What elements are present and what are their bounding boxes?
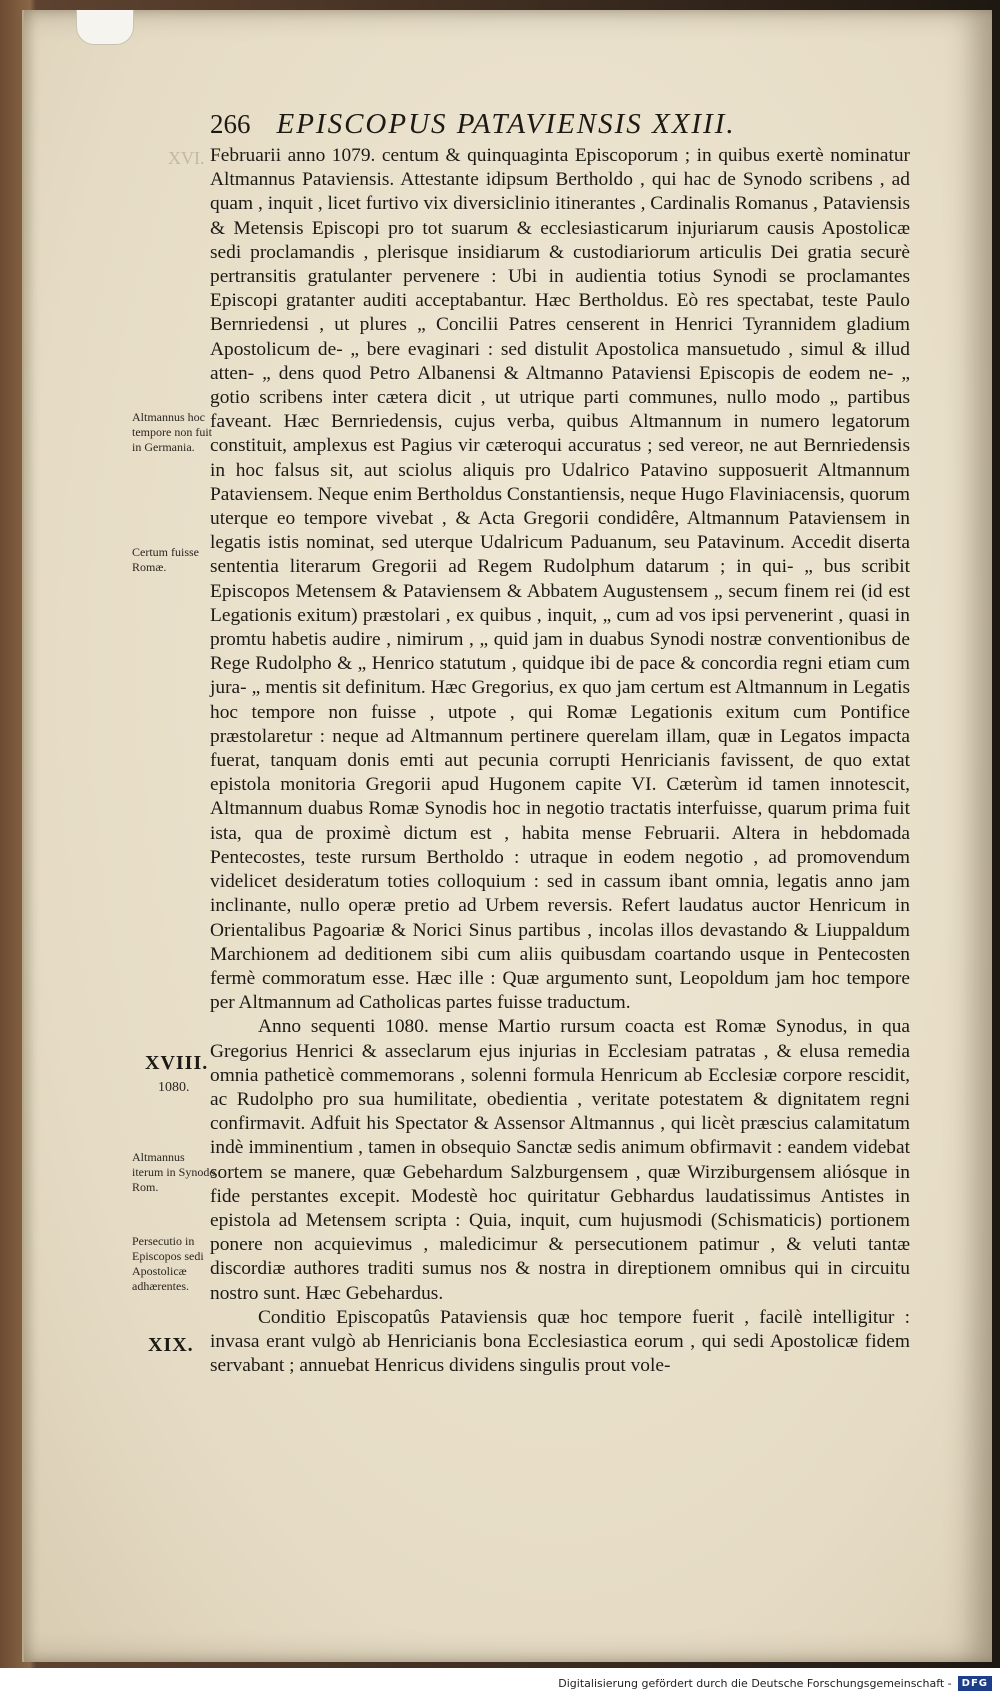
paragraph-1: Februarii anno 1079. centum & quinquaginta Episcoporum ; in quibus exertè nominatur Altmannus Pataviensis. Attestante idipsum Bertholdo , qui hac de Synodo scribens , ad quam , inquit , licet furtivo vix diversiclinio itinerantes , Cardinalis Romanus , Pataviensis & Metensis Episcopi pro tot suarum & ecclesiasticarum injuriarum causis Apostolicæ sedi proclamandis , plerisque insidiarum & custodiariorum articulis Dei gratia securè pertransitis gratulanter pervenere : Ubi in audientia totius Synodi se proclamantes Episcopi gratanter auditi acceptabantur. Hæc Bertholdus. Eò res spectabat, teste Paulo Bernriedensi , ut plures „ Concilii Patres censerent in Henrici Tyrannidem gladium Apostolicum de- „ bere evaginari : sed distulit Apostolica mansuetudo , simul & illud atten- „ dens quod Petro Albanensi & Altmanno Pataviensi Episcopis de eodem ne- „ gotio scribens inter cætera dicit , ut utrique parti communes, nullo modo „ partibus faveant. Hæc Bernriedensis, cujus verba, quibus Altmannum in numero legatorum constituit, amplexus est Pagius vir cæteroqui accuratus ; sed vereor, ne aut Bernriedensis in hoc falsus sit, aut sciolus aliquis pro Udalrico Patavino supposuerit Altmannum Pataviensem. Neque enim Bertholdus Constantiensis, neque Hugo Flaviniacensis, quorum uterque eo tempore vivebat , & Acta Gregorii condidêre, Altmannum Pataviensem in legatis istis nominat, sed uterque Udalricum Paduanum, seu Patavinum. Accedit diserta sententia literarum Gregorii ad Regem Rudolphum datarum ; in qui- „ bus scribit Episcopos Metensem & Pataviensem & Abbatem Augustensem „ secum finem rei (id est Legationis exitum) præstolari , ex quibus , inquit, „ cum ad vos ipsi pervenerint , quasi in promtu habetis audire , nimirum , „ quid jam in duabus Synodi nostræ conventionibus de Rege Rudolpho & „ Henrico statutum , quidque ibi de pace & concordia regni etiam cum jura- „ mentis sit definitum. Hæc Gregorius, ex quo jam certum est Altmannum in Legatis hoc tempore non fuisse , utpote , qui Romæ Legationis exitum cum Pontifice præstolaretur : neque ad Altmannum pertinere querelam illam, quæ in Legatos impacta fuerat, tanquam donis emti aut pecunia corrupti Henricianis favissent, de quo extat epistola monitoria Gregorii apud Hugonem capite VI. Cæterùm id tamen innotescit, Altmannum duabus Romæ Synodis hoc in negotio tractatis interfuisse, quarum prima fuit ista, qua de proximè dictum est , habita mense Februarii. Altera in hebdomada Pentecostes, teste rursum Bertholdo : utraque in eodem negotio , ad promovendum videlicet desideratum toties colloquium : sed in cassum ibant omnia, legatis anno jam inclinante, nullo operæ pretio ad Urbem reversis. Refert laudatus auctor Henricum in Orientalibus Pagoariæ & Norici Sinus partibus , incolas illos devastando & Liuppaldum Marchionem ad deditionem sibi cum aliis quibusdam coartando usque in Pentecosten fermè commoratum esse. Hæc ille : Quæ argumento sunt, Leopoldum jam hoc tempore per Altmannum ad Catholicas partes fuisse traductum. bbox=[210, 145, 910, 1014]
main-text bbox=[210, 144, 910, 1378]
page-header bbox=[210, 108, 900, 141]
running-title: EPISCOPUS PATAVIENSIS XXIII. bbox=[276, 108, 736, 140]
dfg-logo: DFG bbox=[958, 1676, 992, 1691]
digitization-footer bbox=[0, 1668, 1000, 1699]
margin-year-1080: 1080. bbox=[158, 1080, 190, 1095]
page-clip bbox=[76, 10, 134, 45]
margin-note-synod-rome: Altmannus iterum in Synodo Rom. bbox=[132, 1150, 216, 1194]
bleed-through-section-number: XVI. bbox=[168, 148, 205, 168]
paragraph-2: Anno sequenti 1080. mense Martio rursum coacta est Romæ Synodus, in qua Gregorius Henrici & asseclarum ejus injurias in Ecclesiam patratas , & elusa remedia omnia patheticè commemorans , solenni formula Henricum ab Ecclesiæ corpore rescidit, ac Rudolpho pro sua humilitate, obedientia , veritate potestatem & dignitatem regni confirmavit. Adfuit his Spectator & Assensor Altmannus , qui licèt præscius calamitatum indè imminentium , tamen in obsequio Sanctæ sedis animum obfirmavit : eandem videbat sortem se manere, quæ Gebehardum Salzburgensem , quæ Wirziburgensem aliósque in fide perstantes excepit. Modestè hoc quiritatur Gebhardus laudatissimus Antistes in epistola ad Metensem scripta : Quia, inquit, cum hujusmodi (Schismaticis) portionem ponere non acquievimus , maledicimur & persecutionem patimur , & veluti tantæ discordiæ authores traditi sumus nos & nostra in direptionem omnibus qui in circuitu nostro sunt. Hæc Gebehardus. bbox=[210, 1016, 910, 1304]
margin-note-certain-rome: Certum fuisse Romæ. bbox=[132, 545, 199, 574]
margin-note-persecution: Persecutio in Episcopos sedi Apostolicæ adhærentes. bbox=[132, 1234, 204, 1293]
margin-note-not-in-germany: Altmannus hoc tempore non fuit in Germania. bbox=[132, 410, 212, 454]
section-number-18: XVIII. bbox=[145, 1052, 209, 1074]
section-number-19: XIX. bbox=[148, 1334, 194, 1356]
funding-credit: Digitalisierung gefördert durch die Deutsche Forschungsgemeinschaft - bbox=[558, 1677, 952, 1690]
page-number: 266 bbox=[210, 109, 251, 139]
paragraph-3: Conditio Episcopatûs Pataviensis quæ hoc tempore fuerit , facilè intelligitur : invasa erant vulgò ab Henricianis bona Ecclesiastica eorum , qui sedi Apostolicæ fidem servabant ; annuebat Henricus dividens singulis prout vole- bbox=[210, 1306, 910, 1377]
